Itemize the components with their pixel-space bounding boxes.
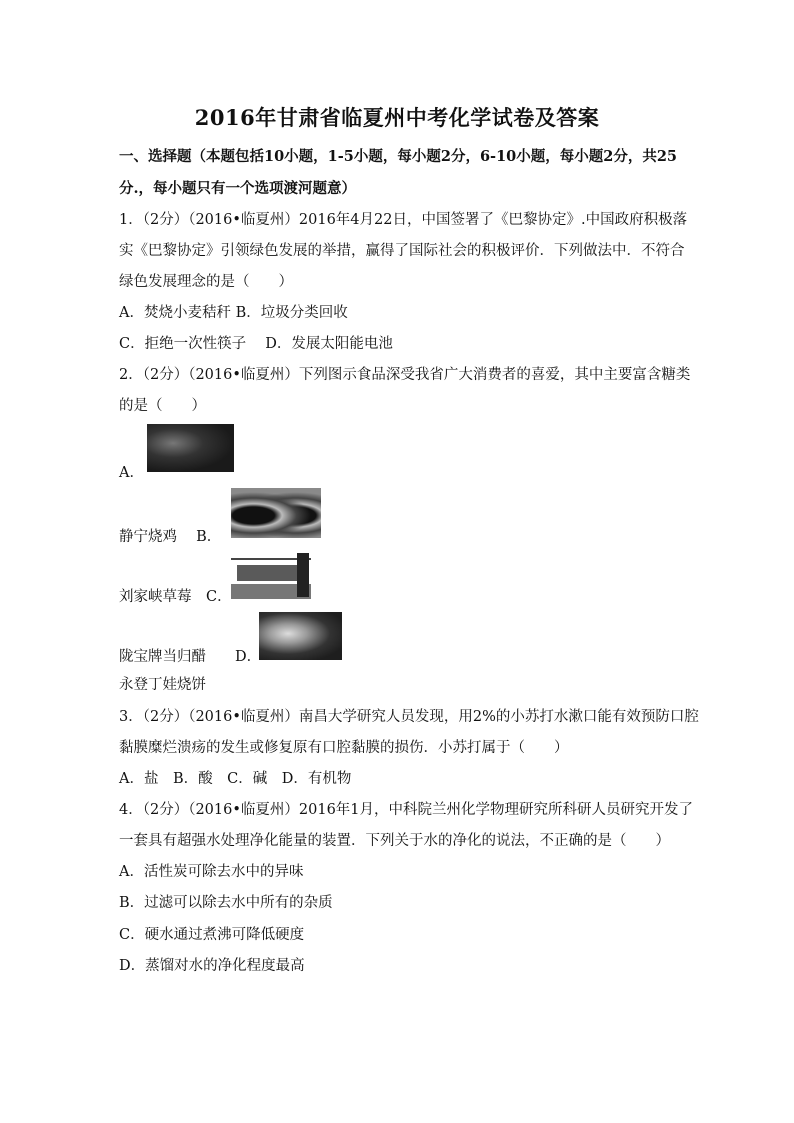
q4-option-b: B．过滤可以除去水中所有的杂质	[119, 895, 333, 911]
q3-stem-line-1: 3．（2分）（2016•临夏州）南昌大学研究人员发现，用2%的小苏打水漱口能有效预防口腔	[119, 709, 699, 725]
q2-option-d-name: 永登丁娃烧饼	[119, 677, 206, 693]
q4-stem-line-1: 4．（2分）（2016•临夏州）2016年1月，中科院兰州化学物理研究所科研人员研究开发了	[119, 802, 694, 818]
q1-stem-line-2: 实《巴黎协定》引领绿色发展的举措，赢得了国际社会的积极评价．下列做法中．不符合	[119, 243, 685, 259]
q4-option-a: A．活性炭可除去水中的异味	[119, 864, 304, 880]
q1-stem-line-3: 绿色发展理念的是（ ）	[119, 274, 293, 290]
q4-option-c: C．硬水通过煮沸可降低硬度	[119, 927, 305, 943]
q1-stem-line-1: 1．（2分）（2016•临夏州）2016年4月22日，中国签署了《巴黎协定》.中国政府积极落	[119, 212, 688, 228]
section-heading-line-1: 一、选择题（本题包括10小题，1-5小题，每小题2分，6-10小题，每小题2分，共25	[119, 148, 678, 165]
section-heading-line-2: 分.，每小题只有一个选项渡河题意）	[119, 180, 357, 197]
page-title: 2016年甘肃省临夏州中考化学试卷及答案	[194, 105, 600, 130]
q4-stem-line-2: 一套具有超强水处理净化能量的装置．下列关于水的净化的说法，不正确的是（ ）	[119, 833, 670, 849]
q2-stem-line-1: 2．（2分）（2016•临夏州）下列图示食品深受我省广大消费者的喜爱，其中主要富含糖类	[119, 367, 691, 383]
q2-option-b-label: 静宁烧鸡 B．	[119, 529, 222, 545]
q2-option-c-label: 刘家峡草莓 C．	[119, 589, 232, 605]
q3-stem-line-2: 黏膜糜烂溃疡的发生或修复原有口腔黏膜的损伤．小苏打属于（ ）	[119, 740, 569, 756]
q3-options: A．盐 B．酸 C．碱 D．有机物	[119, 771, 352, 787]
q2-stem-line-2: 的是（ ）	[119, 398, 206, 414]
q2-option-a-label: A．	[119, 465, 144, 481]
q1-options-cd: C．拒绝一次性筷子 D．发展太阳能电池	[119, 336, 393, 352]
q1-options-ab: A．焚烧小麦秸秆 B．垃圾分类回收	[119, 305, 348, 321]
q4-option-d: D．蒸馏对水的净化程度最高	[119, 958, 305, 974]
vinegar-label-band	[237, 565, 297, 581]
q2-option-d-label: 陇宝牌当归醋 D．	[119, 649, 262, 665]
